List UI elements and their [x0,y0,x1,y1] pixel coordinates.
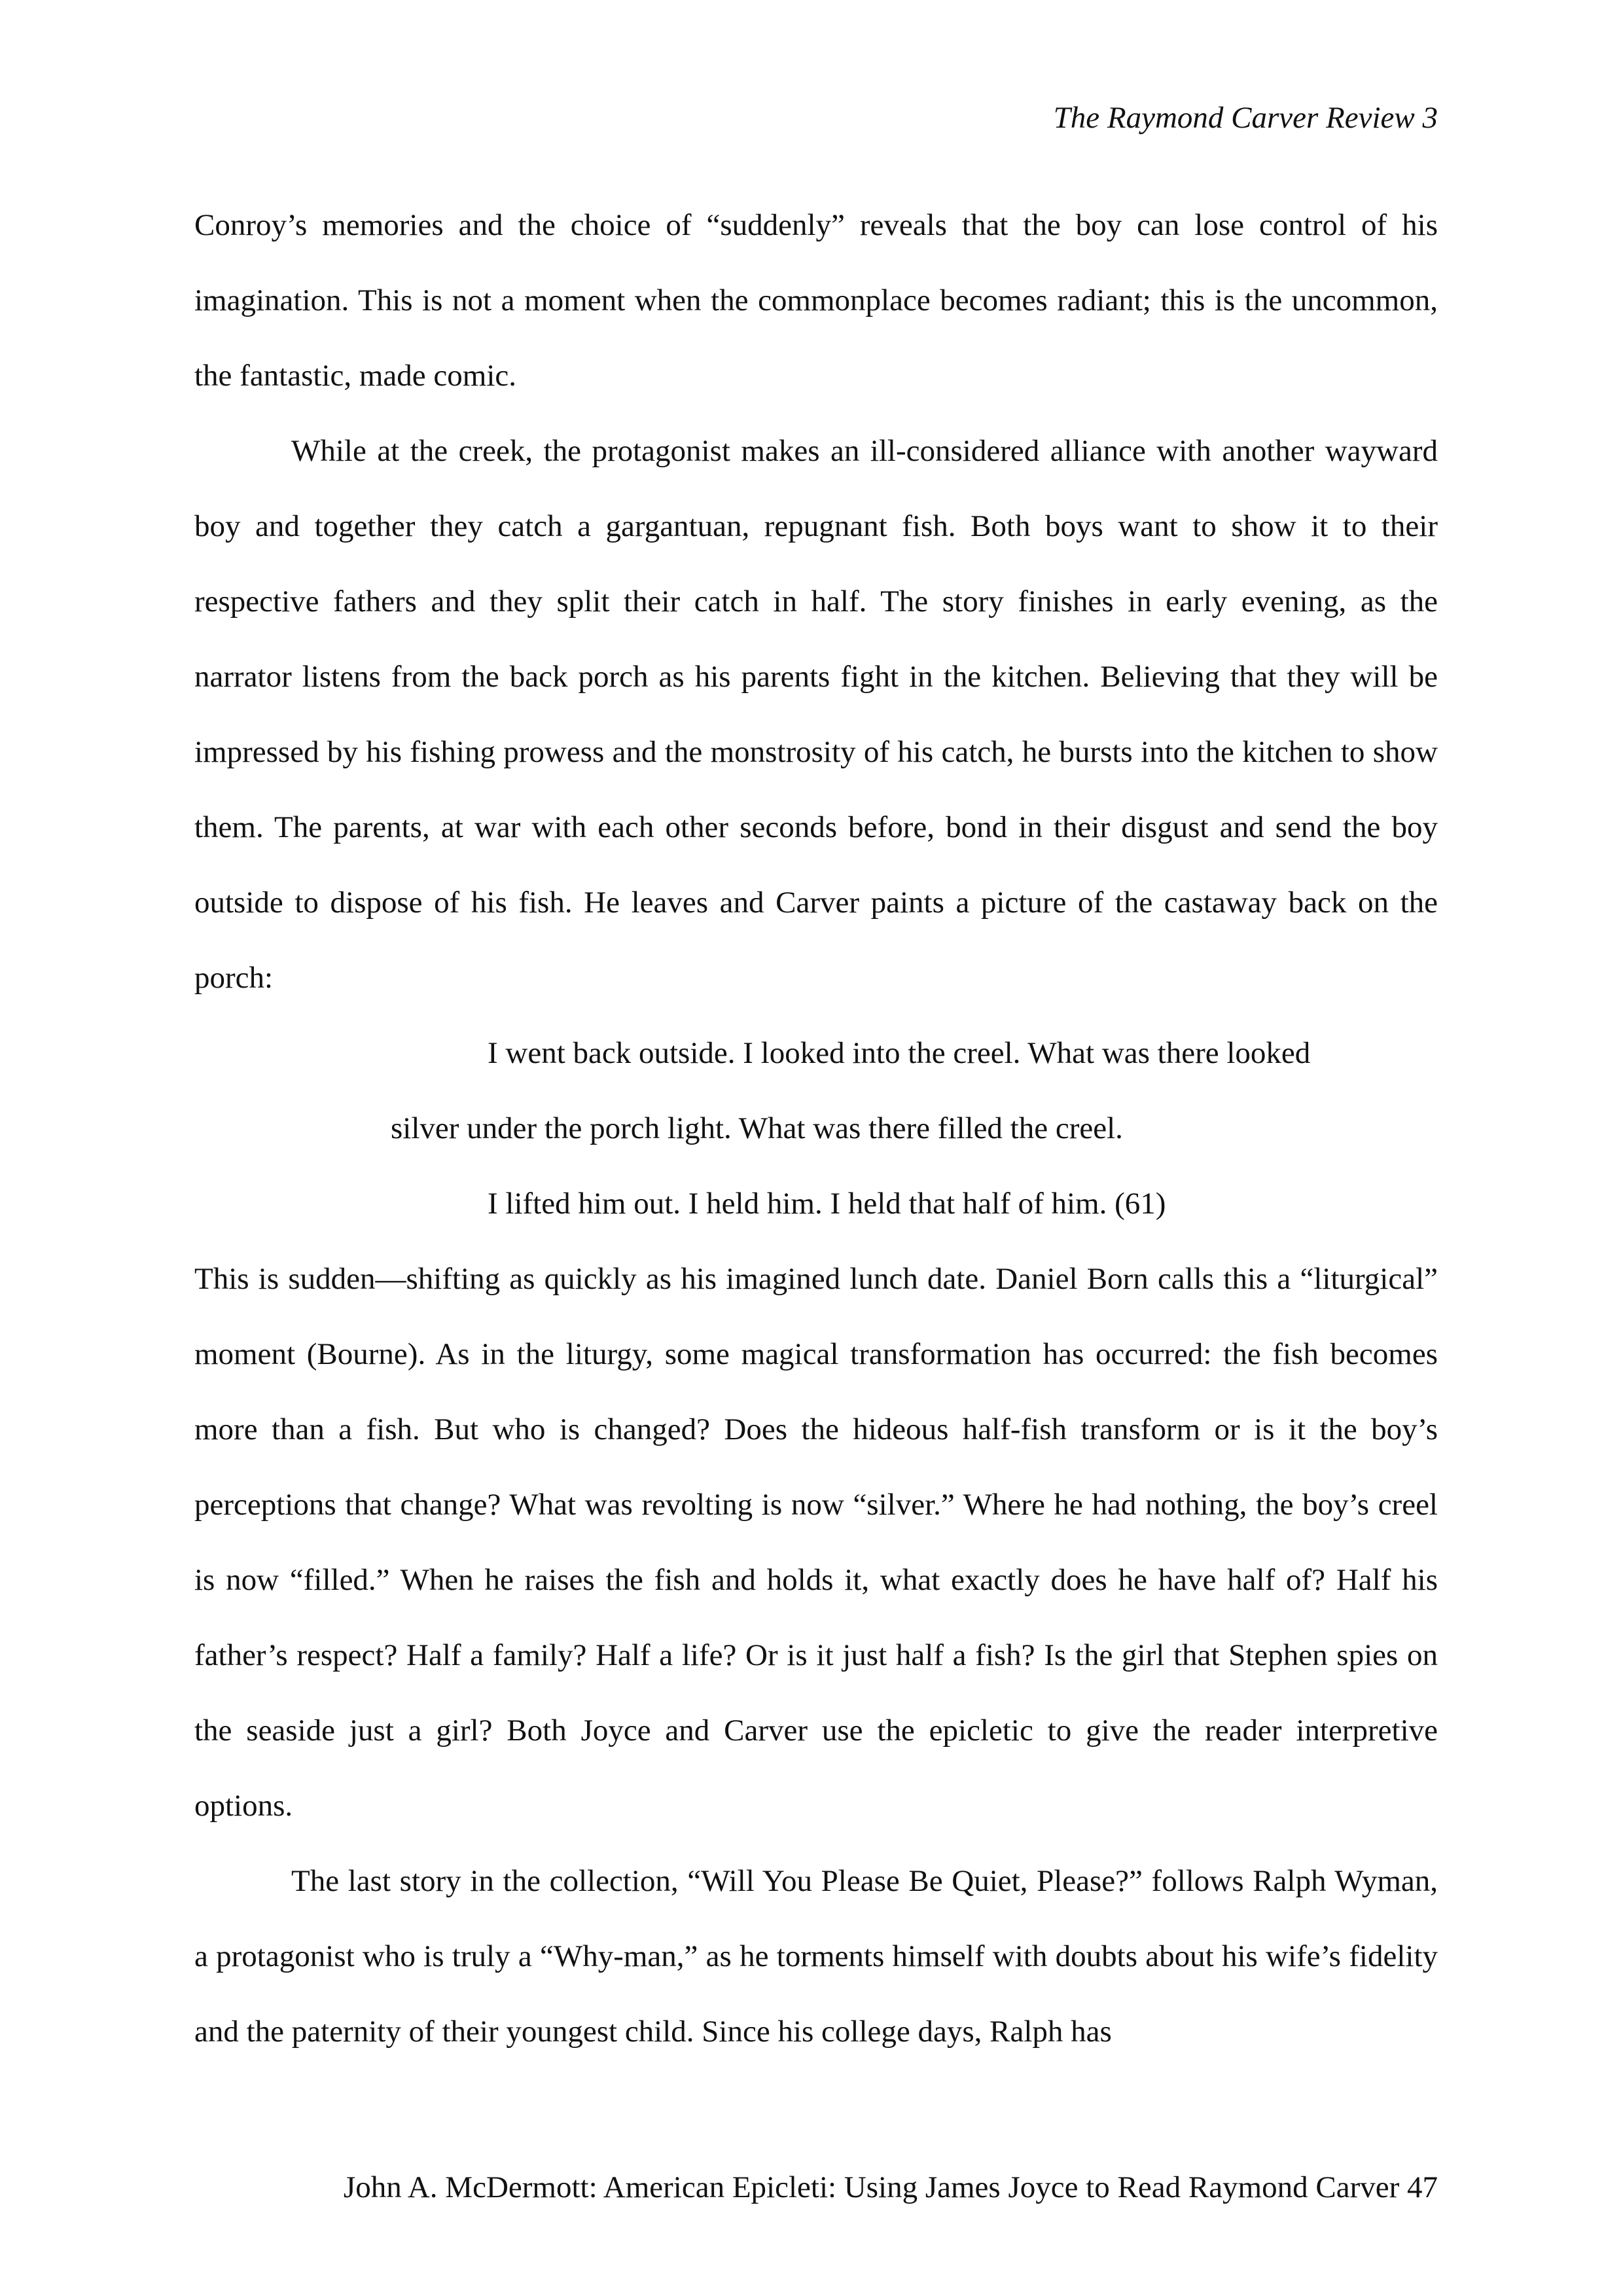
running-header: The Raymond Carver Review 3 [1053,101,1438,135]
paragraph-sudden: This is sudden—shifting as quickly as his imagined lunch date. Daniel Born calls this a “liturgical” moment (Bourne). As in the liturgy, some magical transformation has occurred: the fish becomes more than a fish. But who is changed? Does the hideous half-fish transform or is it the boy’s perceptions that change? What was revolting is now “silver.” Where he had nothing, the boy’s creel is now “filled.” When he raises the fish and holds it, what exactly does he have half of? Half his father’s respect? Half a family? Half a life? Or is it just half a fish? Is the girl that Stephen spies on the seaside just a girl? Both Joyce and Carver use the epicletic to give the reader interpretive options. [194,1262,1438,1823]
paragraph-creek: While at the creek, the protagonist makes an ill-considered alliance with another wayward boy and together they catch a gargantuan, repugnant fish. Both boys want to show it to their respective fathers and they split their catch in half. The story finishes in early evening, as the narrator listens from the back porch as his parents fight in the kitchen. Believing that they will be impressed by his fishing prowess and the monstrosity of his catch, he bursts into the kitchen to show them. The parents, at war with each other seconds before, bond in their disgust and send the boy outside to dispose of his fish. He leaves and Carver paints a picture of the castaway back on the porch: [194,434,1438,995]
block-quote [194,1016,1438,1242]
page-footer: John A. McDermott: American Epicleti: Using James Joyce to Read Raymond Carver 47 [343,2170,1438,2204]
block-quote-line-2: I lifted him out. I held him. I held that half of him. (61) [488,1187,1166,1221]
block-quote-line-1: I went back outside. I looked into the creel. What was there looked silver under the porch light. What was there filled the creel. [391,1036,1311,1145]
paragraph-continuation: Conroy’s memories and the choice of “suddenly” reveals that the boy can lose control of his imagination. This is not a moment when the commonplace becomes radiant; this is the uncommon, the fantastic, made comic. [194,208,1438,393]
article-body [194,188,1438,2070]
paragraph-last-story: The last story in the collection, “Will You Please Be Quiet, Please?” follows Ralph Wyman, a protagonist who is truly a “Why-man,” as he torments himself with doubts about his wife’s fidelity and the paternity of their youngest child. Since his college days, Ralph has [194,1864,1438,2049]
